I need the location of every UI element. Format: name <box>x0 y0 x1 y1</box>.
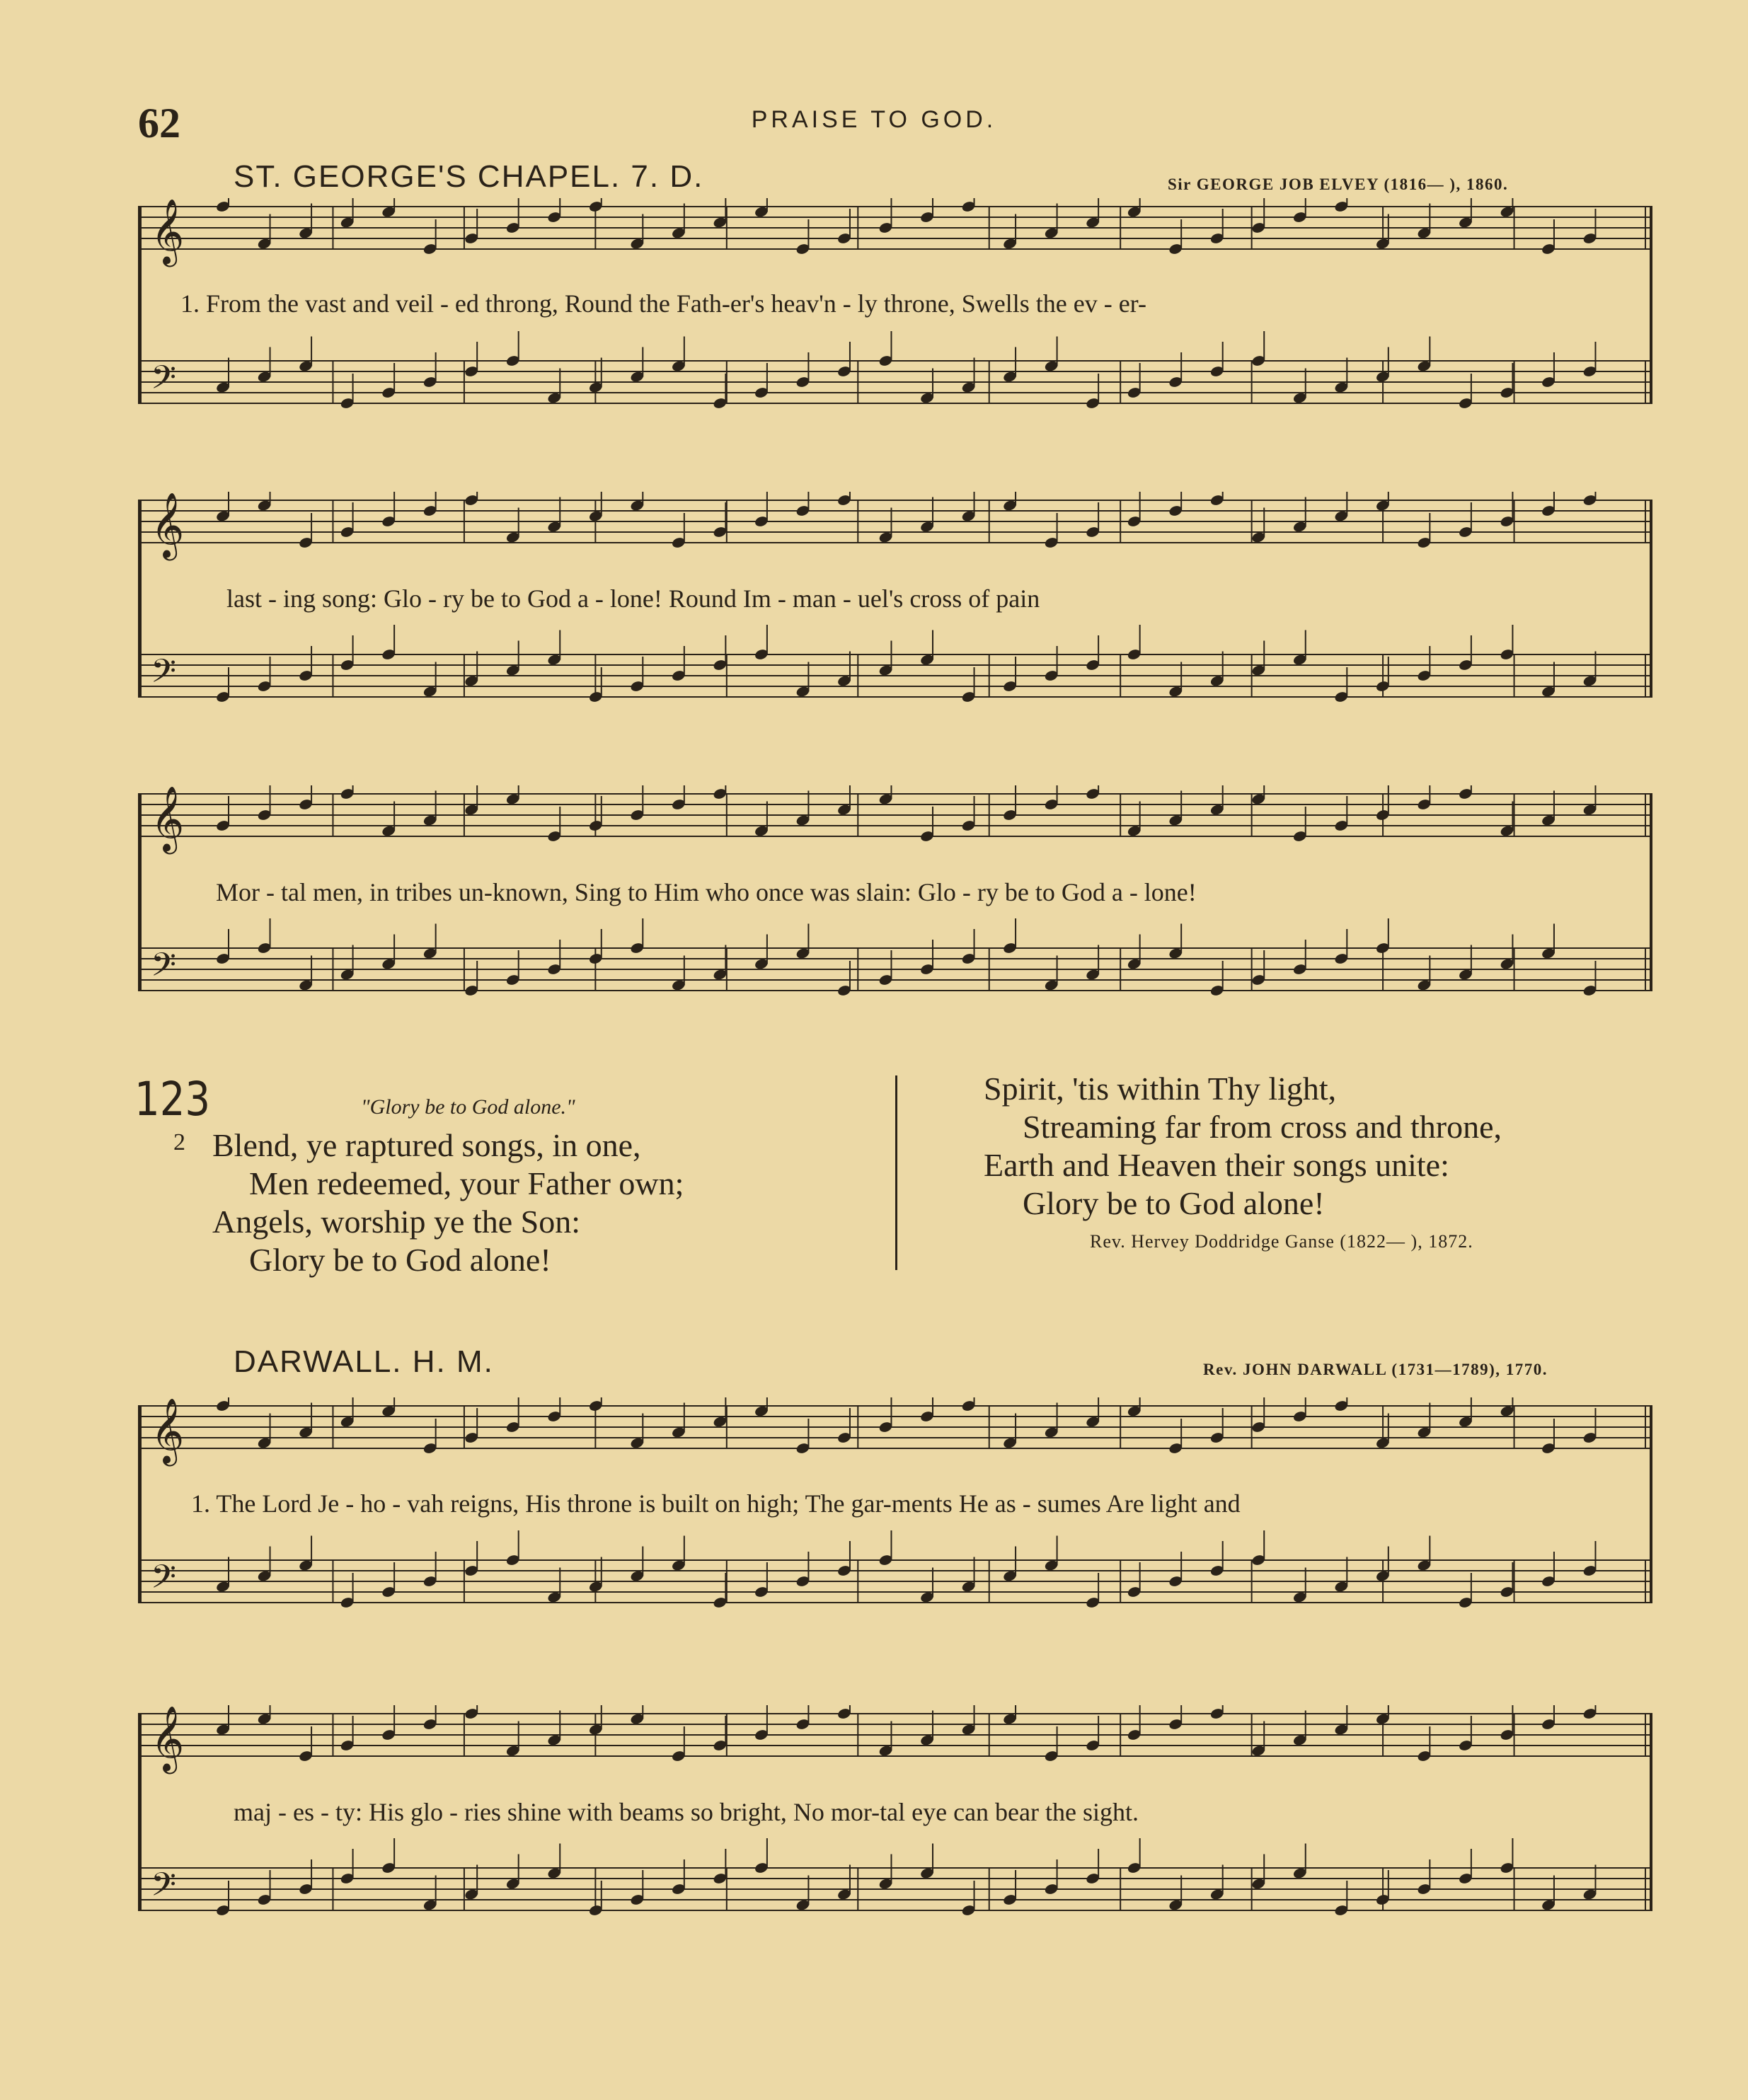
verse-line: Spirit, 'tis within Thy light, <box>984 1071 1337 1107</box>
svg-text:𝄢: 𝄢 <box>151 1866 177 1912</box>
svg-text:𝄢: 𝄢 <box>151 359 177 405</box>
running-head: PRAISE TO GOD. <box>751 106 997 133</box>
lyric-line: Mor - tal men, in tribes un-known, Sing to Him who once was slain: Glo - ry be to God a - lone! <box>216 878 1197 906</box>
hymn-motto: "Glory be to God alone." <box>361 1095 575 1119</box>
svg-text:𝄢: 𝄢 <box>151 946 177 992</box>
page-number: 62 <box>138 100 180 146</box>
tune-title-st-georges-chapel: ST. GEORGE'S CHAPEL. 7. D. <box>234 159 704 194</box>
column-divider <box>895 1075 897 1270</box>
verse-line: Men redeemed, your Father own; <box>249 1165 684 1201</box>
composer-darwall: Rev. JOHN DARWALL (1731—1789), 1770. <box>1203 1361 1548 1378</box>
verse-line: Earth and Heaven their songs unite: <box>984 1147 1449 1183</box>
svg-text:𝄢: 𝄢 <box>151 1558 177 1604</box>
svg-text:𝄞: 𝄞 <box>151 1397 185 1463</box>
lyric-line: 1. The Lord Je - ho - vah reigns, His throne is built on high; The gar-ments He as - sumes Are light and <box>191 1489 1241 1518</box>
lyric-line: 1. From the vast and veil - ed throng, Round the Fath-er's heav'n - ly throne, Swells the ev - er- <box>180 289 1146 318</box>
verse-line: Glory be to God alone! <box>249 1242 551 1278</box>
svg-text:𝄞: 𝄞 <box>151 492 185 558</box>
lyric-line: maj - es - ty: His glo - ries shine with beams so bright, No mor-tal eye can bear the sight. <box>234 1798 1139 1826</box>
hymn-number: 123 <box>134 1072 211 1126</box>
svg-text:𝄞: 𝄞 <box>151 1705 185 1771</box>
author-ganse: Rev. Hervey Doddridge Ganse (1822— ), 1872. <box>1090 1231 1473 1252</box>
verse-label: 2 <box>173 1129 185 1155</box>
verse-line: Glory be to God alone! <box>1023 1185 1325 1221</box>
verse-line: Blend, ye raptured songs, in one, <box>212 1127 641 1163</box>
verse-line: Streaming far from cross and throne, <box>1023 1109 1502 1145</box>
tune-title-darwall: DARWALL. H. M. <box>234 1344 494 1379</box>
composer-elvey: Sir GEORGE JOB ELVEY (1816— ), 1860. <box>1168 175 1509 193</box>
svg-text:𝄞: 𝄞 <box>151 785 185 851</box>
lyric-line: last - ing song: Glo - ry be to God a - lone! Round Im - man - uel's cross of pain <box>226 584 1040 613</box>
verse-line: Angels, worship ye the Son: <box>212 1204 581 1240</box>
svg-text:𝄢: 𝄢 <box>151 652 177 698</box>
svg-text:𝄞: 𝄞 <box>151 198 185 264</box>
